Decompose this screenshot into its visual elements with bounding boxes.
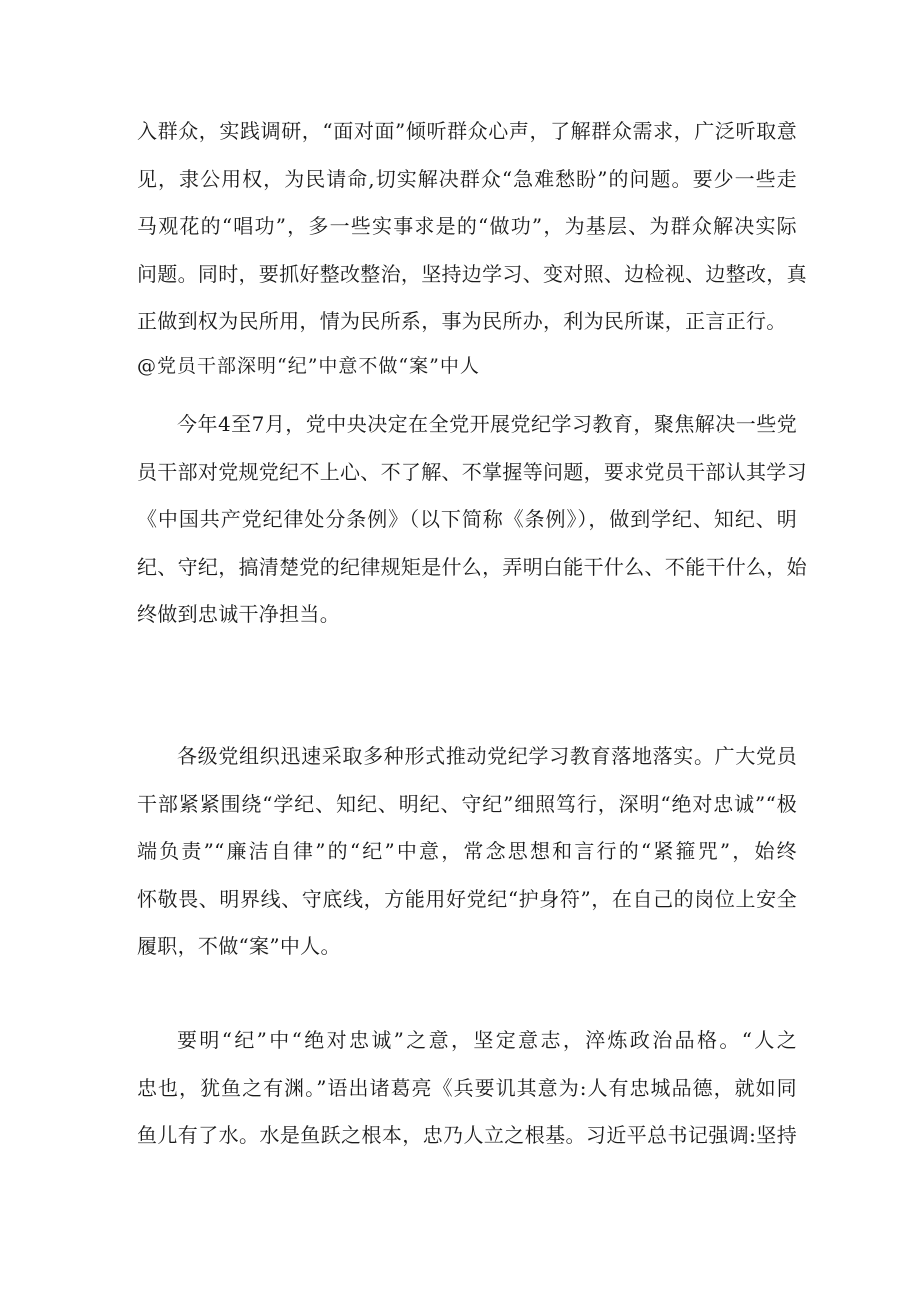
text-line: 忠也，犹鱼之有渊。”语出诸葛亮《兵要讥其意为:人有忠城品德，就如同 xyxy=(137,1075,797,1100)
text-line: 终做到忠诚干净担当。 xyxy=(137,602,340,626)
text-line: 问题。同时，要抓好整改整治，坚持边学习、变对照、边检视、边整改，真 xyxy=(137,261,807,286)
text-line: 履职，不做“案”中人。 xyxy=(137,934,341,958)
text-line: 今年4至7月，党中央决定在全党开展党纪学习教育，聚焦解决一些党 xyxy=(177,412,797,436)
text-line: 怀敬畏、明界线、守底线，方能用好党纪“护身符”，在自己的岗位上安全 xyxy=(137,886,797,911)
section-heading xyxy=(137,343,797,391)
heading-text: @党员干部深明“纪”中意不做“案”中人 xyxy=(137,355,480,377)
paragraph-loyalty xyxy=(137,1017,797,1160)
text-line: 端负责”“廉洁自律”的“纪”中意，常念思想和言行的“紧箍咒”，始终 xyxy=(137,839,797,863)
text-line: 见，隶公用权，为民请命,切实解决群众“急难愁盼”的问题。要少一些走 xyxy=(137,166,797,191)
text-line: 鱼儿有了水。水是鱼跃之根本，忠乃人立之根基。习近平总书记强调:坚持 xyxy=(137,1123,797,1147)
paragraph-organization xyxy=(137,733,797,971)
paragraph-continuation xyxy=(137,108,807,346)
text-line: 纪、守纪，搞清楚党的纪律规矩是什么，弄明白能干什么、不能干什么，始 xyxy=(137,554,807,579)
text-line: 干部紧紧围绕“学纪、知纪、明纪、守纪”细照笃行，深明“绝对忠诚”“极 xyxy=(137,791,797,816)
text-line: 《中国共产党纪律处分条例》（以下简称《条例》），做到学纪、知纪、明 xyxy=(137,507,797,531)
paragraph-intro xyxy=(137,401,807,639)
text-line: 各级党组织迅速采取多种形式推动党纪学习教育落地落实。广大党员 xyxy=(177,744,797,768)
text-line: 要明“纪”中“绝对忠诚”之意，坚定意志，淬炼政治品格。“人之 xyxy=(177,1028,797,1052)
text-line: 入群众，实践调研，“面对面”倾听群众心声，了解群众需求，广泛听取意 xyxy=(137,119,797,143)
text-line: 正做到权为民所用，情为民所系，事为民所办，利为民所谋，正言正行。 xyxy=(137,309,787,333)
text-line: 员干部对党规党纪不上心、不了解、不掌握等问题，要求党员干部认其学习 xyxy=(137,459,807,484)
text-line: 马观花的“唱功”，多一些实事求是的“做功”，为基层、为群众解决实际 xyxy=(137,214,797,238)
